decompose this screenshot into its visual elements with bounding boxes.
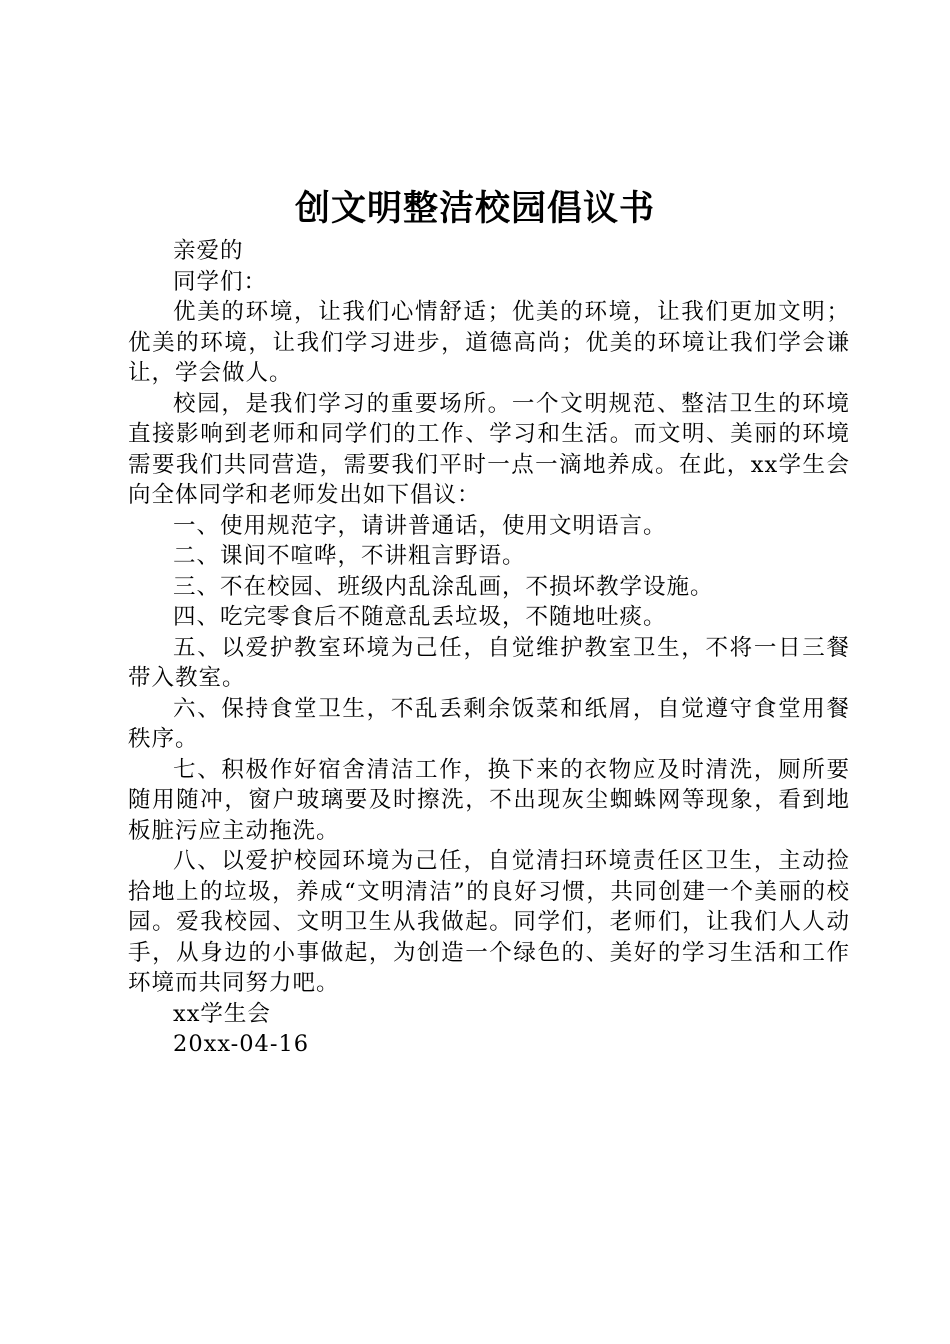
proposal-item-6: 六、保持食堂卫生，不乱丢剩余饭菜和纸屑，自觉遵守食堂用餐秩序。 bbox=[128, 695, 850, 752]
signature-org: xx学生会 bbox=[173, 1000, 271, 1027]
proposal-item-1: 一、使用规范字，请讲普通话，使用文明语言。 bbox=[173, 512, 667, 539]
intro-paragraph: 优美的环境，让我们心情舒适；优美的环境，让我们更加文明；优美的环境，让我们学习进步，道德高尚；优美的环境让我们学会谦让，学会做人。 bbox=[128, 299, 850, 386]
document-body bbox=[128, 236, 850, 1060]
context-paragraph: 校园，是我们学习的重要场所。一个文明规范、整洁卫生的环境直接影响到老师和同学们的工作、学习和生活。而文明、美丽的环境需要我们共同营造，需要我们平时一点一滴地养成。在此，xx学生会向全体同学和老师发出如下倡议： bbox=[128, 390, 850, 508]
document-title: 创文明整洁校园倡议书 bbox=[294, 188, 655, 229]
proposal-item-5: 五、以爱护教室环境为己任，自觉维护教室卫生，不将一日三餐带入教室。 bbox=[128, 634, 850, 691]
salutation-line-1: 亲爱的 bbox=[173, 238, 244, 264]
salutation-line-2: 同学们： bbox=[173, 268, 268, 295]
proposal-item-7: 七、积极作好宿舍清洁工作，换下来的衣物应及时清洗，厕所要随用随冲，窗户玻璃要及时擦洗，不出现灰尘蜘蛛网等现象，看到地板脏污应主动拖洗。 bbox=[128, 756, 850, 844]
proposal-item-4: 四、吃完零食后不随意乱丢垃圾，不随地吐痰。 bbox=[173, 604, 667, 630]
proposal-item-8: 八、以爱护校园环境为己任，自觉清扫环境责任区卫生，主动捡拾地上的垃圾，养成“文明清洁”的良好习惯，共同创建一个美丽的校园。爱我校园、文明卫生从我做起。同学们，老师们，让我们人人动手，从身边的小事做起，为创造一个绿色的、美好的学习生活和工作环境而共同努力吧。 bbox=[128, 848, 850, 996]
proposal-item-2: 二、课间不喧哗，不讲粗言野语。 bbox=[173, 543, 526, 569]
signature-date: 20xx-04-16 bbox=[173, 1031, 310, 1057]
proposal-item-3: 三、不在校园、班级内乱涂乱画，不损坏教学设施。 bbox=[173, 573, 714, 600]
